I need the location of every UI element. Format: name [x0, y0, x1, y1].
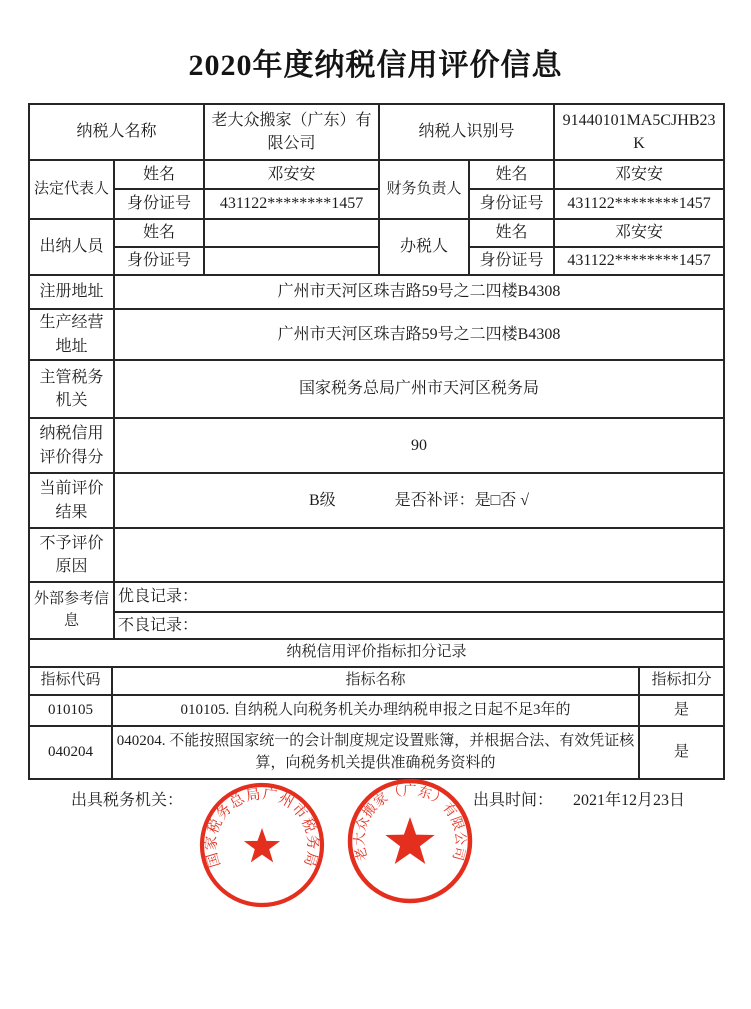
- current-result-value: [114, 473, 724, 528]
- indicator-code: 010105: [29, 695, 112, 726]
- no-eval-reason-value: [114, 528, 724, 582]
- table-row: [29, 695, 724, 726]
- svg-text:老大众搬家（广东）有限公司: [351, 783, 469, 863]
- supplement-eval-text: 是否补评：是□否 √: [394, 491, 530, 509]
- tax-agent-label: 办税人: [379, 219, 469, 275]
- no-eval-reason-label: 不予评价原因: [29, 528, 114, 582]
- id-number-label: 身份证号: [469, 189, 554, 219]
- indicator-code: 040204: [29, 726, 112, 779]
- taxpayer-id-value: 91440101MA5CJHB23K: [554, 104, 724, 160]
- business-address-value: 广州市天河区珠吉路59号之二四楼B4308: [114, 309, 724, 360]
- stamp-circle: [350, 781, 470, 901]
- cashier-id: [204, 247, 379, 275]
- footer: [28, 780, 723, 964]
- credit-info-table: [28, 103, 725, 640]
- issuer-label: 出具税务机关：: [71, 792, 184, 810]
- indicator-name: 040204. 不能按照国家统一的会计制度规定设置账簿，并根据合法、有效凭证核算，向税务机关提供准确税务资料的: [112, 726, 639, 779]
- id-number-label: 身份证号: [114, 247, 204, 275]
- good-record-cell: 优良记录：: [114, 582, 724, 612]
- issue-time-label: 出具时间：: [473, 792, 554, 810]
- taxpayer-id-label: 纳税人识别号: [379, 104, 554, 160]
- tax-authority-label: 主管税务机关: [29, 360, 114, 418]
- col-header-code: 指标代码: [29, 667, 112, 695]
- tax-authority-value: 国家税务总局广州市天河区税务局: [114, 360, 724, 418]
- id-number-label: 身份证号: [114, 189, 204, 219]
- indicator-deducted: 是: [639, 726, 724, 779]
- taxpayer-name-label: 纳税人名称: [29, 104, 204, 160]
- stamp-circle: [202, 785, 322, 905]
- indicator-name: 010105. 自纳税人向税务机关办理纳税申报之日起不足3年的: [112, 695, 639, 726]
- deduction-section-title: 纳税信用评价指标扣分记录: [29, 639, 724, 667]
- tax-authority-stamp: [197, 780, 327, 910]
- tax-agent-name: 邓安安: [554, 219, 724, 247]
- finance-head-id: 431122********1457: [554, 189, 724, 219]
- issue-time-value: 2021年12月23日: [573, 792, 686, 810]
- legal-rep-id: 431122********1457: [204, 189, 379, 219]
- document-body: [28, 103, 723, 964]
- legal-rep-label: 法定代表人: [29, 160, 114, 219]
- external-ref-label: 外部参考信息: [29, 582, 114, 639]
- grade-value: B级: [308, 491, 336, 509]
- col-header-deduct: 指标扣分: [639, 667, 724, 695]
- registered-address-value: 广州市天河区珠吉路59号之二四楼B4308: [114, 275, 724, 309]
- taxpayer-name-value: 老大众搬家（广东）有限公司: [204, 104, 379, 160]
- name-label: 姓名: [469, 160, 554, 189]
- current-result-label: 当前评价结果: [29, 473, 114, 528]
- indicator-deducted: 是: [639, 695, 724, 726]
- registered-address-label: 注册地址: [29, 275, 114, 309]
- name-label: 姓名: [114, 219, 204, 247]
- bad-record-cell: 不良记录：: [114, 612, 724, 639]
- id-number-label: 身份证号: [469, 247, 554, 275]
- svg-text:国家税务总局广州市税务局: [203, 786, 322, 870]
- star-icon: [385, 817, 434, 864]
- business-address-label: 生产经营地址: [29, 309, 114, 360]
- credit-score-value: 90: [114, 418, 724, 473]
- stamp-company-text: 老大众搬家（广东）有限公司: [351, 783, 469, 863]
- cashier-name: [204, 219, 379, 247]
- finance-head-label: 财务负责人: [379, 160, 469, 219]
- document-title: 2020年度纳税信用评价信息: [188, 49, 563, 82]
- star-icon: [244, 828, 280, 862]
- deduction-record-table: [28, 638, 725, 780]
- name-label: 姓名: [114, 160, 204, 189]
- col-header-name: 指标名称: [112, 667, 639, 695]
- tax-agent-id: 431122********1457: [554, 247, 724, 275]
- legal-rep-name: 邓安安: [204, 160, 379, 189]
- table-row: [29, 726, 724, 779]
- stamp-authority-text: 国家税务总局广州市税务局: [203, 786, 321, 870]
- name-label: 姓名: [469, 219, 554, 247]
- company-stamp: [346, 777, 474, 905]
- finance-head-name: 邓安安: [554, 160, 724, 189]
- credit-score-label: 纳税信用评价得分: [29, 418, 114, 473]
- cashier-label: 出纳人员: [29, 219, 114, 275]
